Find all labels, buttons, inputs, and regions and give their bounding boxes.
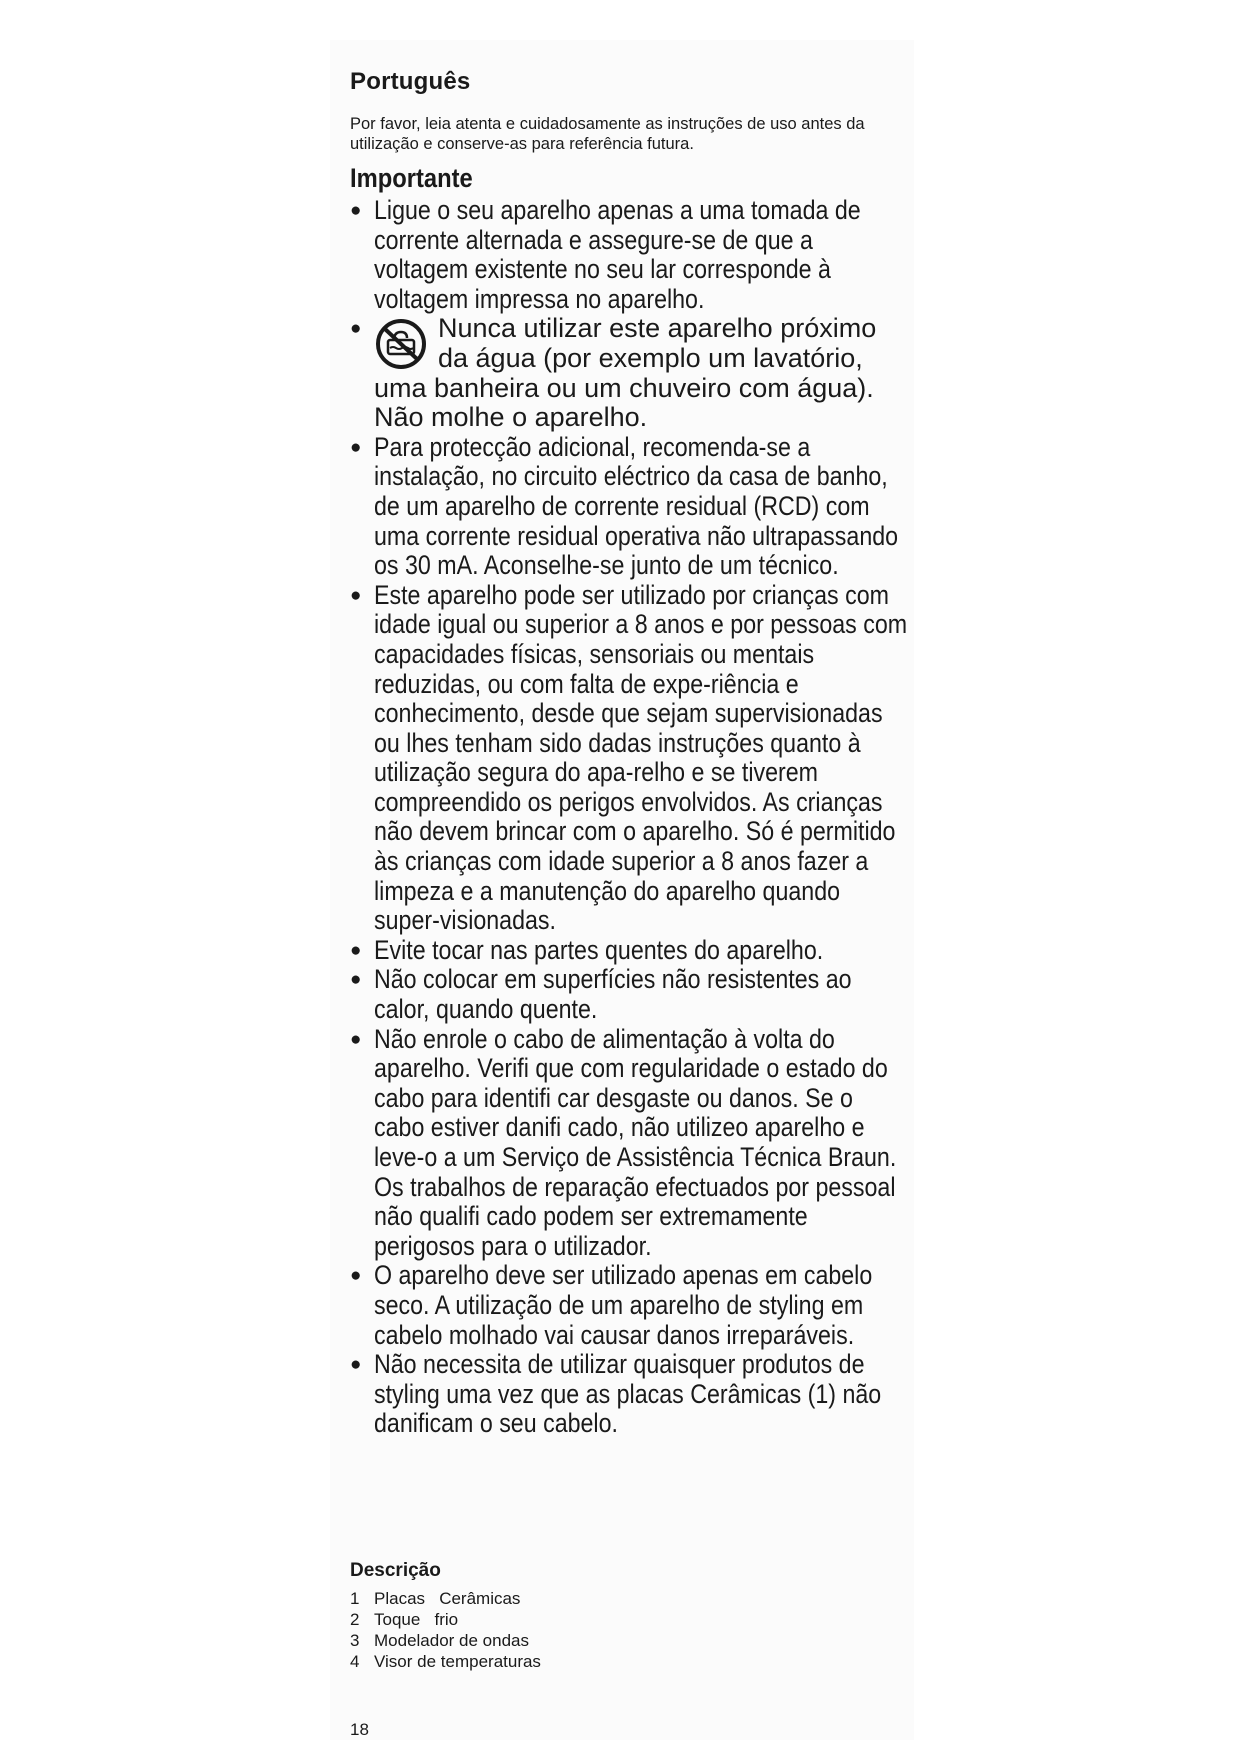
part-item: 2 Toque frio	[350, 1610, 459, 1629]
part-item: 3 Modelador de ondas	[350, 1631, 530, 1650]
warning-item: ● Não colocar em superfícies não resistentes ao calor, quando quente.	[350, 965, 910, 1024]
intro-text: Por favor, leia atenta e cuidadosamente as instruções de uso antes da utilização e conserve-as para referência futura.	[350, 115, 865, 153]
description-heading: Descrição	[350, 1560, 441, 1581]
warning-item: ● Para protecção adicional, recomenda-se a instalação, no circuito eléctrico da casa de banho, de um aparelho de corrente residual (RCD) com uma corrente residual operativa não ultrapassando os 30 mA. Aconselhe-se junto de um técnico.	[350, 433, 910, 581]
warning-item: ● Nunca utilizar este aparelho próximo da água (por exemplo um lavatório, uma banheira ou um chuveiro com água). Não molhe o aparelho.	[350, 314, 910, 432]
warning-item: ● O aparelho deve ser utilizado apenas em cabelo seco. A utilização de um aparelho de styling em cabelo molhado vai causar danos irreparáveis.	[350, 1261, 910, 1350]
warning-list	[350, 196, 910, 1439]
warning-item: ● Não necessita de utilizar quaisquer produtos de styling uma vez que as placas Cerâmicas (1) não danificam o seu cabelo.	[350, 1350, 910, 1439]
page-number: 18	[350, 1720, 369, 1739]
warning-item: ● Evite tocar nas partes quentes do aparelho.	[350, 936, 910, 966]
warning-item: ● Este aparelho pode ser utilizado por crianças com idade igual ou superior a 8 anos e por pessoas com capacidades físicas, sensoriais ou mentais reduzidas, ou com falta de expe-riência e conhecimento, desde que sejam supervisionadas ou lhes tenham sido dadas instruções quanto à utilização segura do apa-relho e se tiverem compreendido os perigos envolvidos. As crianças não devem brincar com o aparelho. Só é permitido às crianças com idade superior a 8 anos fazer a limpeza e a manutenção do aparelho quando super-visionadas.	[350, 581, 910, 936]
language-heading: Português	[350, 68, 471, 95]
part-item: 4 Visor de temperaturas	[350, 1652, 541, 1671]
no-water-warning-icon	[374, 318, 428, 370]
parts-list	[350, 1588, 541, 1672]
important-heading: Importante	[350, 163, 473, 193]
part-item: 1 Placas Cerâmicas	[350, 1589, 521, 1608]
warning-item: ● Não enrole o cabo de alimentação à volta do aparelho. Verifi que com regularidade o estado do cabo para identifi car desgaste ou danos. Se o cabo estiver danifi cado, não utilizeo aparelho e leve-o a um Serviço de Assistência Técnica Braun. Os trabalhos de reparação efectuados por pessoal não qualifi cado podem ser extremamente perigosos para o utilizador.	[350, 1025, 910, 1262]
warning-item: ● Ligue o seu aparelho apenas a uma tomada de corrente alternada e assegure-se de que a voltagem existente no seu lar corresponde à voltagem impressa no aparelho.	[350, 196, 910, 314]
